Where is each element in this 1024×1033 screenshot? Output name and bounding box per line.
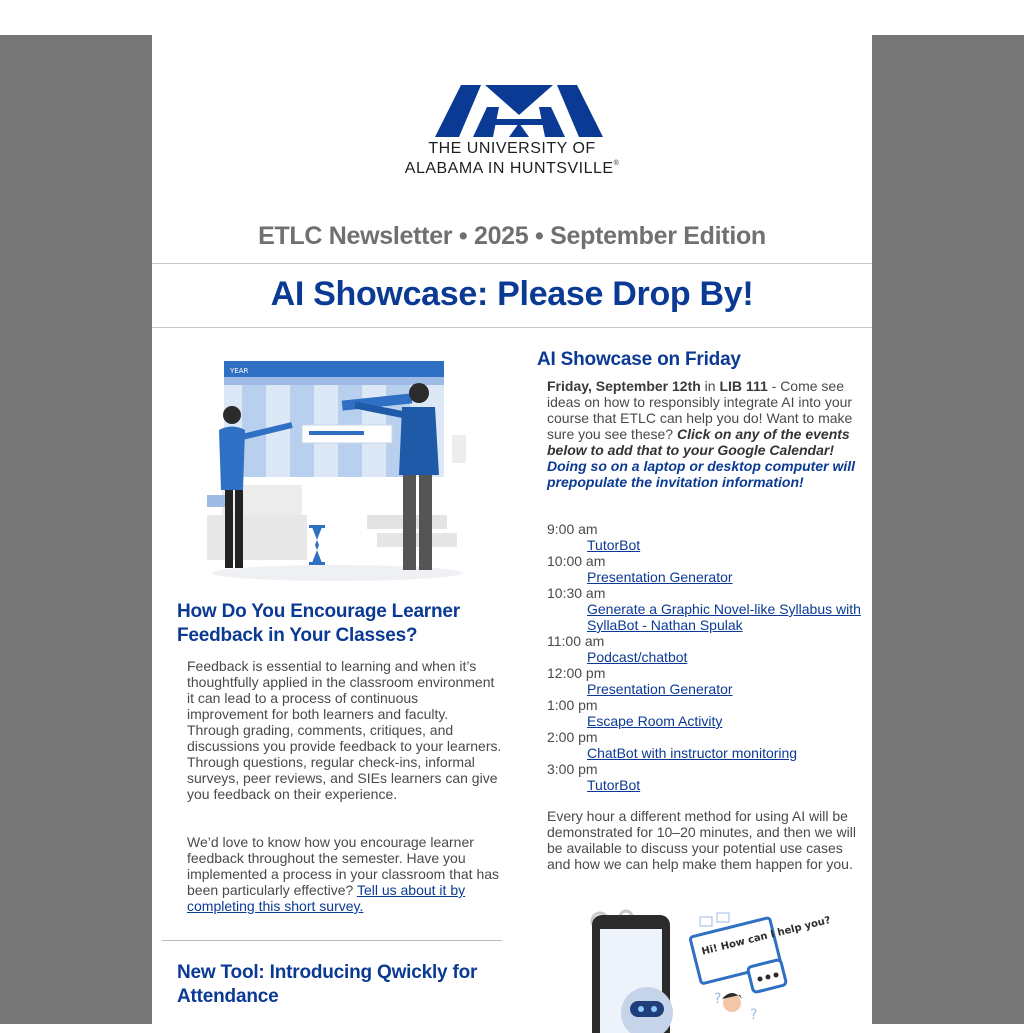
feedback-paragraph-2 (187, 834, 502, 914)
calendar-instruction: Click on any of the events below to add that to your Google Calendar! (547, 426, 850, 458)
schedule-event-link[interactable]: ChatBot with instructor monitoring (587, 745, 798, 761)
schedule-time: 9:00 am (547, 521, 598, 537)
showcase-room: LIB 111 (719, 378, 768, 394)
chat-bubble-text: Hi! How can I help you? (700, 914, 832, 958)
showcase-friday-heading: AI Showcase on Friday (537, 349, 741, 370)
svg-text:?: ? (750, 1007, 758, 1023)
schedule-time: 12:00 pm (547, 665, 606, 681)
schedule-event-link[interactable]: Presentation Generator (587, 569, 733, 585)
chatbot-robot-illustration-icon (582, 903, 832, 1033)
schedule-event-link[interactable]: Escape Room Activity (587, 713, 723, 729)
schedule-event-link[interactable]: Generate a Graphic Novel-like Syllabus with SyllaBot - Nathan Spulak (587, 601, 861, 633)
registered-mark: ® (613, 160, 620, 167)
laptop-note: Doing so on a laptop or desktop computer will prepopulate the invitation information! (547, 458, 856, 490)
svg-text:?: ? (714, 991, 722, 1007)
feedback-heading: How Do You Encourage Learner Feedback in Your Classes? (177, 601, 460, 646)
schedule-time: 3:00 pm (547, 761, 598, 777)
showcase-title: AI Showcase: Please Drop By! (270, 275, 754, 313)
title-divider-bottom (152, 327, 872, 328)
showcase-intro (547, 378, 862, 490)
schedule-time: 1:00 pm (547, 697, 598, 713)
schedule-time: 11:00 am (547, 633, 605, 649)
in-word: in (700, 378, 720, 394)
uah-logo-mark-icon (435, 85, 603, 137)
schedule-list (547, 521, 862, 793)
showcase-date: Friday, September 12th (547, 378, 701, 394)
schedule-time: 10:00 am (547, 553, 606, 569)
uah-logo[interactable] (152, 85, 872, 181)
showcase-outro: Every hour a different method for using AI will be demonstrated for 10–20 minutes, and then we will be available to discuss your potential use cases and how we can help make them happen for you. (547, 808, 856, 872)
qwickly-heading: New Tool: Introducing Qwickly for Attendance (177, 962, 478, 1007)
showcase-intro-text: - Come see ideas on how to responsibly integrate AI into your course that ETLC can help you do! Want to make sure you see these? (547, 378, 853, 442)
schedule-time: 10:30 am (547, 585, 606, 601)
newsletter-sheet (152, 35, 872, 1024)
newsletter-title: ETLC Newsletter • 2025 • September Edition (258, 222, 766, 250)
calendar-year-label: YEAR (230, 367, 249, 375)
logo-text-line1: THE UNIVERSITY OF (428, 140, 596, 157)
title-divider-top (152, 263, 872, 264)
schedule-event-link[interactable]: TutorBot (587, 537, 641, 553)
survey-link[interactable]: Tell us about it by completing this short survey. (187, 882, 466, 914)
left-section-divider (162, 940, 502, 941)
schedule-time: 2:00 pm (547, 729, 598, 745)
schedule-event-link[interactable]: Podcast/chatbot (587, 649, 688, 665)
schedule-event-link[interactable]: TutorBot (587, 777, 641, 793)
logo-text-line2 (152, 160, 872, 178)
schedule-event-link[interactable]: Presentation Generator (587, 681, 733, 697)
feedback-paragraph-1: Feedback is essential to learning and when it’s thoughtfully applied in the classroom environment it can lead to a process of continuous improvement for both learners and faculty. Through grading, comments, critiques, and discussions you provide feedback to your learners. Through questions, regular check-ins, informal surveys, peer reviews, and SIEs learners can give you feedback on their experience. (187, 658, 502, 802)
feedback-paragraph-2-text: We’d love to know how you encourage learner feedback throughout the semester. Have you implemented a process in your classroom that has been particularly effective? (187, 834, 500, 898)
logo-text-line2-label: ALABAMA IN HUNTSVILLE (404, 160, 614, 177)
calendar-planning-illustration-icon (197, 345, 467, 585)
